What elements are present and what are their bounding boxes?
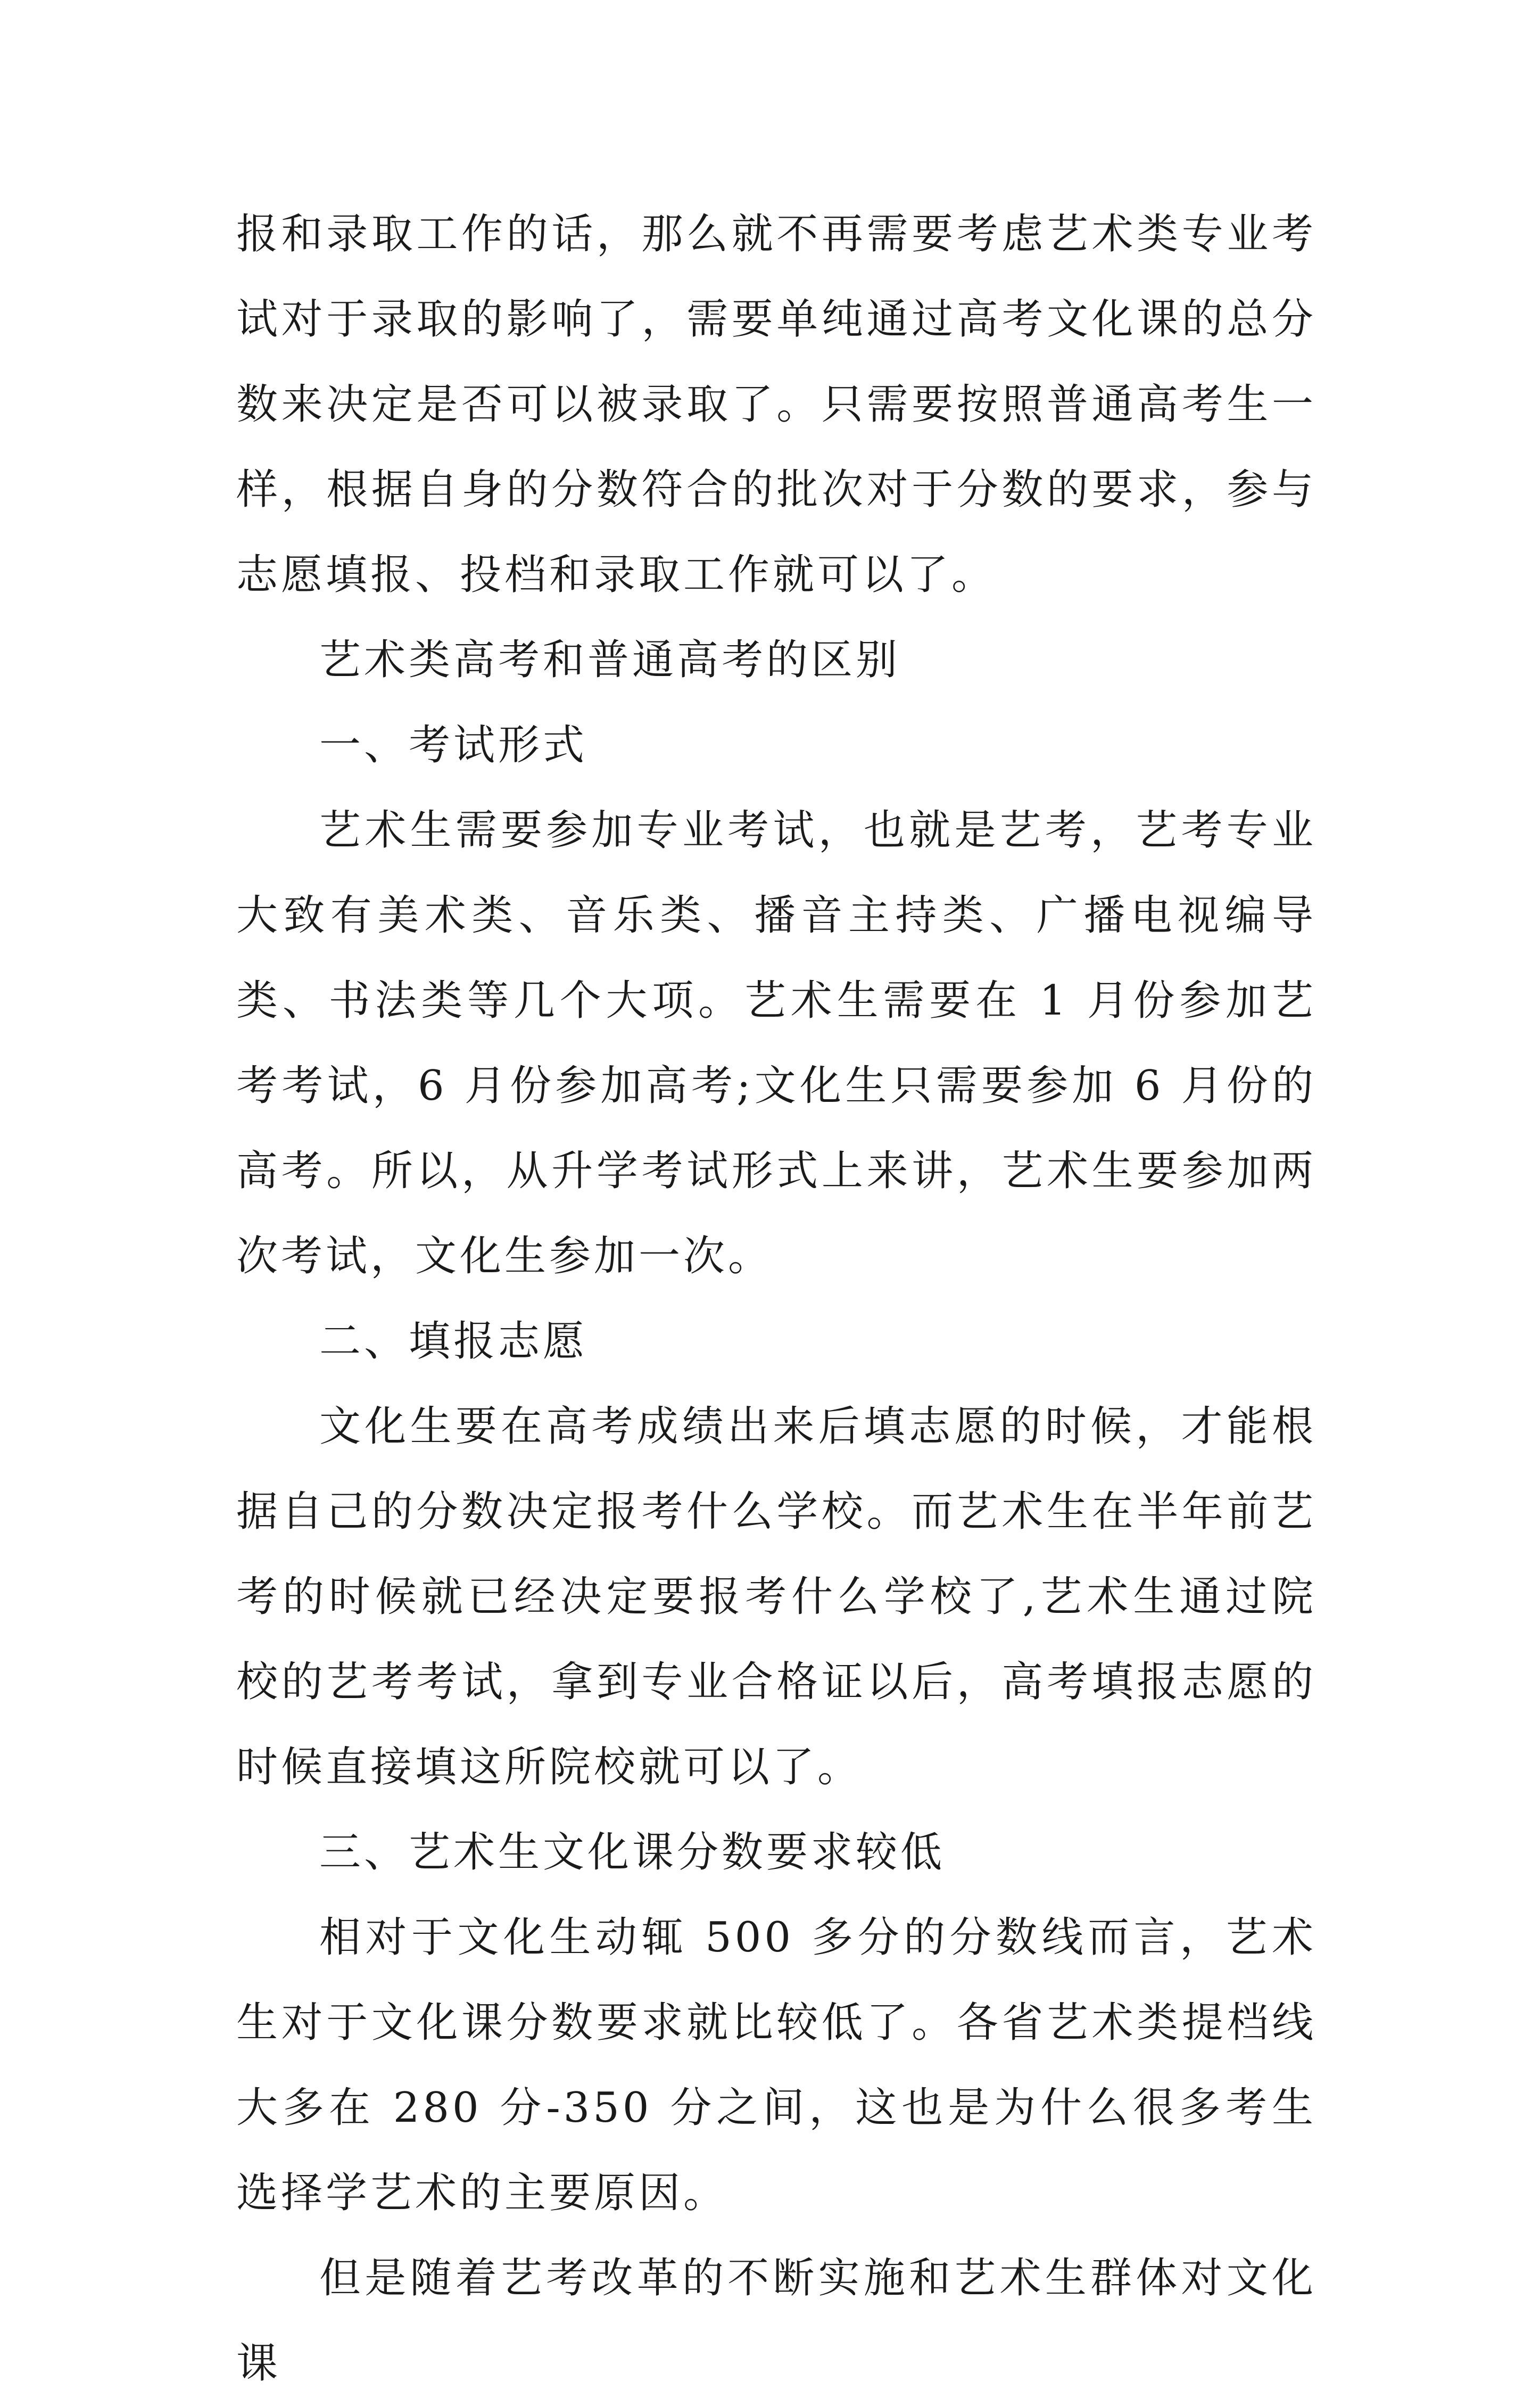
paragraph-continuation: 报和录取工作的话，那么就不再需要考虑艺术类专业考试对于录取的影响了，需要单纯通过高考文化课的总分数来决定是否可以被录取了。只需要按照普通高考生一样，根据自身的分数符合的批次对于分数的要求，参与志愿填报、投档和录取工作就可以了。 <box>236 210 1317 599</box>
heading-application: 二、填报志愿 <box>319 1317 588 1365</box>
heading-exam-format: 一、考试形式 <box>319 721 588 769</box>
paragraph-reform: 但是随着艺考改革的不断实施和艺术生群体对文化课 <box>236 2254 1317 2387</box>
paragraph-exam-format: 艺术生需要参加专业考试，也就是艺考，艺考专业大致有美术类、音乐类、播音主持类、广播电视编导类、书法类等几个大项。艺术生需要在 1 月份参加艺考考试，6 月份参加高考;文化生只需要参加 6 月份的高考。所以，从升学考试形式上来讲，艺术生要参加两次考试，文化生参加一次。 <box>236 806 1317 1280</box>
paragraph-application: 文化生要在高考成绩出来后填志愿的时候，才能根据自己的分数决定报考什么学校。而艺术生在半年前艺考的时候就已经决定要报考什么学校了,艺术生通过院校的艺考考试，拿到专业合格证以后，高考填报志愿的时候直接填这所院校就可以了。 <box>236 1403 1317 1791</box>
heading-score-requirement: 三、艺术生文化课分数要求较低 <box>319 1828 946 1876</box>
document-body <box>236 192 1317 2406</box>
section-title: 艺术类高考和普通高考的区别 <box>319 636 901 684</box>
paragraph-score-requirement: 相对于文化生动辄 500 多分的分数线而言，艺术生对于文化课分数要求就比较低了。各省艺术类提档线大多在 280 分-350 分之间，这也是为什么很多考生选择学艺术的主要原因。 <box>236 1914 1317 2217</box>
